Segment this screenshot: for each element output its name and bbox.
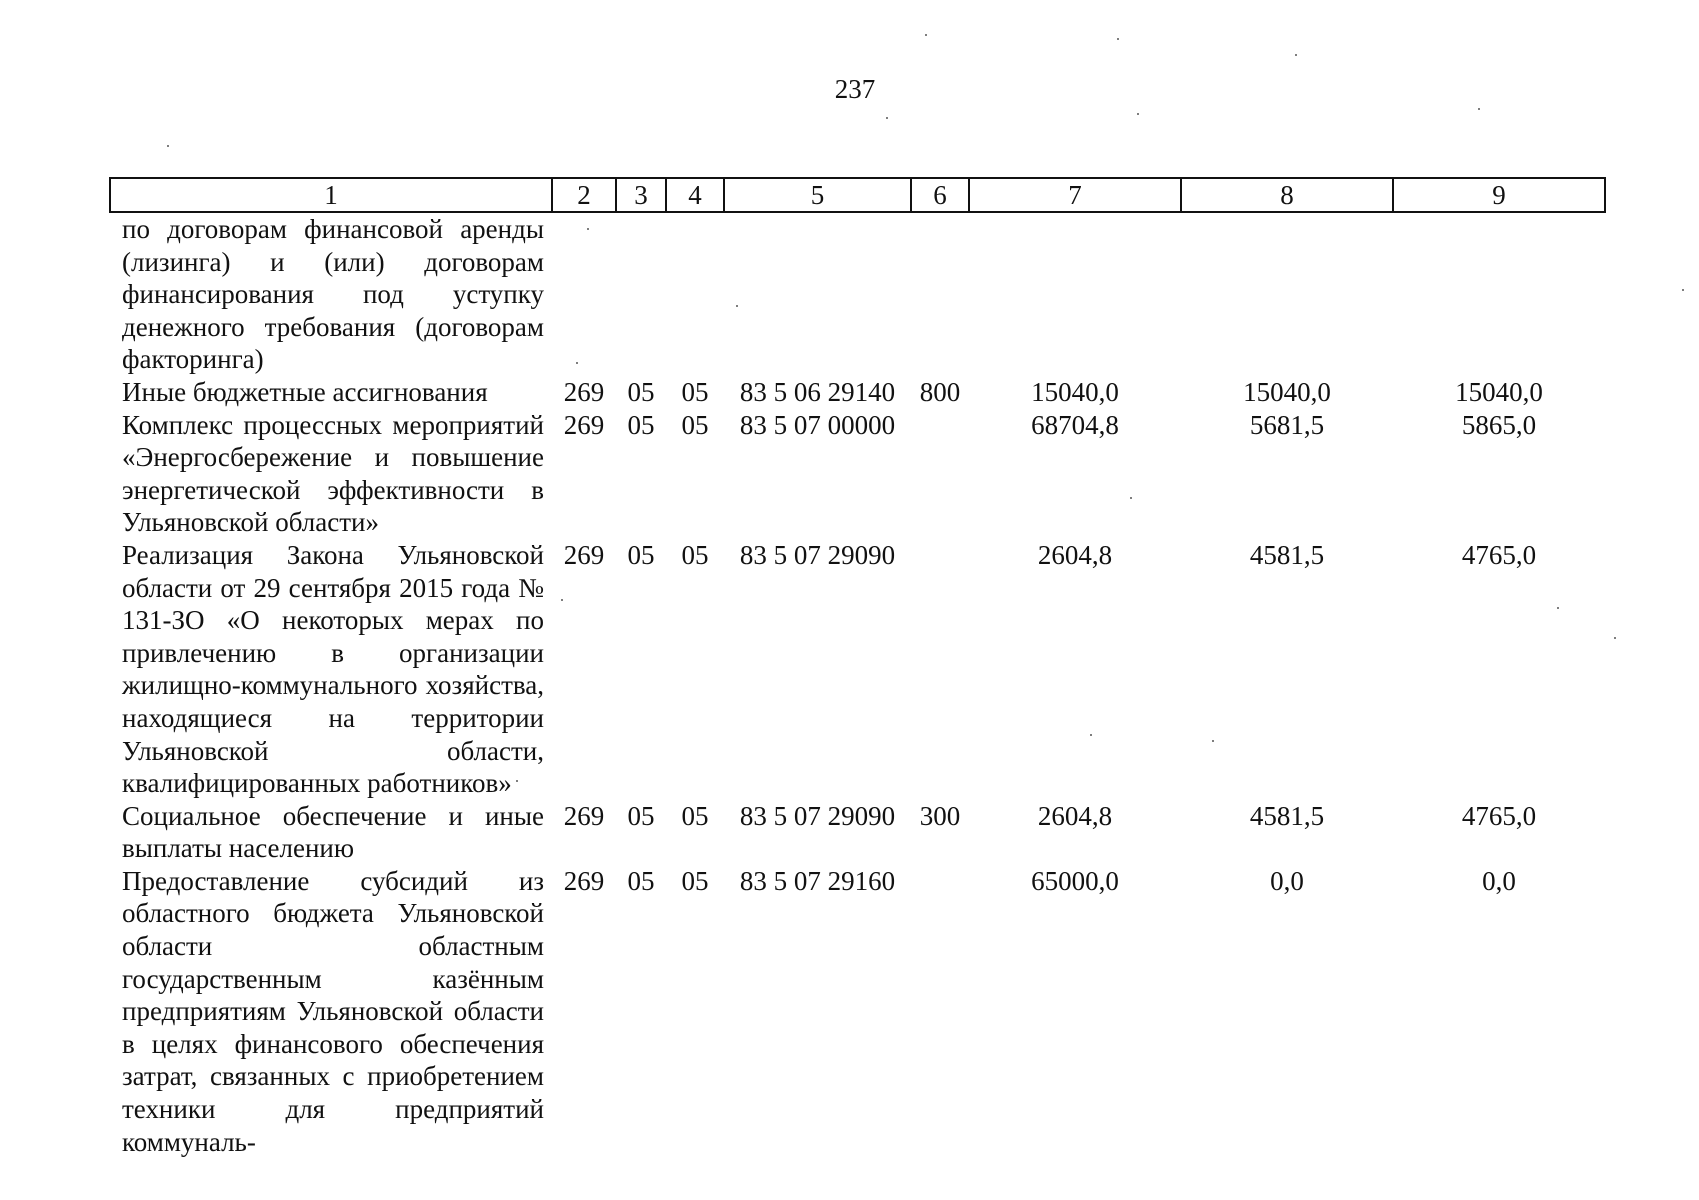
row-value-7 bbox=[969, 212, 1181, 376]
scan-speck bbox=[576, 362, 578, 364]
scan-speck bbox=[587, 228, 589, 230]
row-code-3: 05 bbox=[627, 539, 655, 570]
row-value-9: 15040,0 bbox=[1455, 376, 1543, 407]
row-code-2: 269 bbox=[563, 376, 605, 407]
row-code-6 bbox=[911, 212, 969, 376]
column-header-2: 2 bbox=[552, 178, 616, 212]
row-value-7: 15040,0 bbox=[1031, 376, 1119, 407]
scan-speck bbox=[1478, 108, 1480, 110]
row-value-8 bbox=[1181, 212, 1393, 376]
row-code-6 bbox=[911, 865, 969, 1158]
scan-speck bbox=[886, 117, 888, 119]
row-code-2: 269 bbox=[563, 865, 605, 896]
row-code-2: 269 bbox=[563, 539, 605, 570]
row-code-4: 05 bbox=[681, 409, 709, 440]
row-name: Иные бюджетные ассигнования bbox=[122, 376, 488, 407]
row-name: Предоставление субсидий из областного бюджета Ульяновской области областным государственным казённым предприятиям Ульяновской области в целях финансового обеспечения затрат, связанных с приобретением техники для предприятий коммуналь- bbox=[122, 865, 544, 1157]
row-code-3 bbox=[616, 212, 666, 376]
table-row bbox=[110, 800, 1605, 865]
column-header-7: 7 bbox=[969, 178, 1181, 212]
scan-speck bbox=[167, 145, 169, 147]
row-value-8: 4581,5 bbox=[1249, 800, 1325, 831]
column-header-9: 9 bbox=[1393, 178, 1605, 212]
row-code-6: 800 bbox=[919, 376, 961, 407]
row-value-7: 2604,8 bbox=[1037, 539, 1113, 570]
row-code-6 bbox=[911, 539, 969, 800]
row-code-4: 05 bbox=[681, 865, 709, 896]
row-value-8: 4581,5 bbox=[1249, 539, 1325, 570]
row-name: по договорам финансовой аренды (лизинга) и (или) договорам финансирования под уступку денежного требования (договорам факторинга) bbox=[122, 214, 544, 375]
row-code-3: 05 bbox=[627, 800, 655, 831]
table-header-row bbox=[110, 178, 1605, 212]
scan-speck bbox=[1130, 497, 1132, 499]
row-value-7: 68704,8 bbox=[1031, 409, 1119, 440]
scan-speck bbox=[1614, 637, 1616, 639]
row-value-9: 0,0 bbox=[1482, 865, 1516, 896]
row-code-6: 300 bbox=[919, 800, 961, 831]
row-code-5: 83 5 06 29140 bbox=[739, 376, 896, 407]
column-header-8: 8 bbox=[1181, 178, 1393, 212]
scan-speck bbox=[736, 305, 738, 307]
table-row bbox=[110, 539, 1605, 800]
row-code-5: 83 5 07 00000 bbox=[739, 409, 896, 440]
row-code-2: 269 bbox=[563, 409, 605, 440]
row-name: Комплекс процессных мероприятий «Энергосбережение и повышение энергетической эффективности в Ульяновской области» bbox=[122, 409, 544, 538]
row-code-3: 05 bbox=[627, 409, 655, 440]
scan-speck bbox=[1212, 740, 1214, 742]
scan-speck bbox=[925, 34, 927, 36]
row-code-3: 05 bbox=[627, 376, 655, 407]
scan-speck bbox=[1682, 289, 1684, 291]
column-header-3: 3 bbox=[616, 178, 666, 212]
row-code-4: 05 bbox=[681, 800, 709, 831]
scan-speck bbox=[516, 780, 518, 782]
row-code-2 bbox=[552, 212, 616, 376]
row-value-8: 0,0 bbox=[1270, 865, 1304, 896]
row-name: Социальное обеспечение и иные выплаты населению bbox=[122, 800, 544, 864]
scan-speck bbox=[1090, 734, 1092, 736]
page-number: 237 bbox=[834, 74, 876, 104]
column-header-6: 6 bbox=[911, 178, 969, 212]
row-value-9: 4765,0 bbox=[1461, 800, 1537, 831]
row-value-9 bbox=[1393, 212, 1605, 376]
row-code-4: 05 bbox=[681, 539, 709, 570]
row-code-5: 83 5 07 29090 bbox=[739, 539, 896, 570]
table-row bbox=[110, 865, 1605, 1158]
column-header-4: 4 bbox=[666, 178, 724, 212]
budget-table bbox=[109, 177, 1606, 1158]
row-code-2: 269 bbox=[563, 800, 605, 831]
row-value-8: 15040,0 bbox=[1243, 376, 1331, 407]
row-value-9: 4765,0 bbox=[1461, 539, 1537, 570]
row-name: Реализация Закона Ульяновской области от 29 сентября 2015 года № 131-ЗО «О некоторых мерах по привлечению в организации жилищно-коммунального хозяйства, находящиеся на территории Ульяновской области, квалифицированных работников» bbox=[122, 539, 544, 799]
row-code-5: 83 5 07 29090 bbox=[739, 800, 896, 831]
table-row bbox=[110, 212, 1605, 376]
row-code-5: 83 5 07 29160 bbox=[739, 865, 896, 896]
scan-speck bbox=[1557, 607, 1559, 609]
row-value-8: 5681,5 bbox=[1249, 409, 1325, 440]
row-code-3: 05 bbox=[627, 865, 655, 896]
column-header-1: 1 bbox=[110, 178, 552, 212]
row-value-7: 65000,0 bbox=[1031, 865, 1119, 896]
row-value-9: 5865,0 bbox=[1461, 409, 1537, 440]
scan-speck bbox=[1295, 54, 1297, 56]
column-header-5: 5 bbox=[724, 178, 911, 212]
scan-speck bbox=[1117, 38, 1119, 40]
row-code-4: 05 bbox=[681, 376, 709, 407]
row-value-7: 2604,8 bbox=[1037, 800, 1113, 831]
table-row bbox=[110, 376, 1605, 409]
scan-speck bbox=[1137, 113, 1139, 115]
row-code-4 bbox=[666, 212, 724, 376]
scan-speck bbox=[561, 599, 563, 601]
row-code-5 bbox=[724, 212, 911, 376]
table-row bbox=[110, 409, 1605, 539]
row-code-6 bbox=[911, 409, 969, 539]
